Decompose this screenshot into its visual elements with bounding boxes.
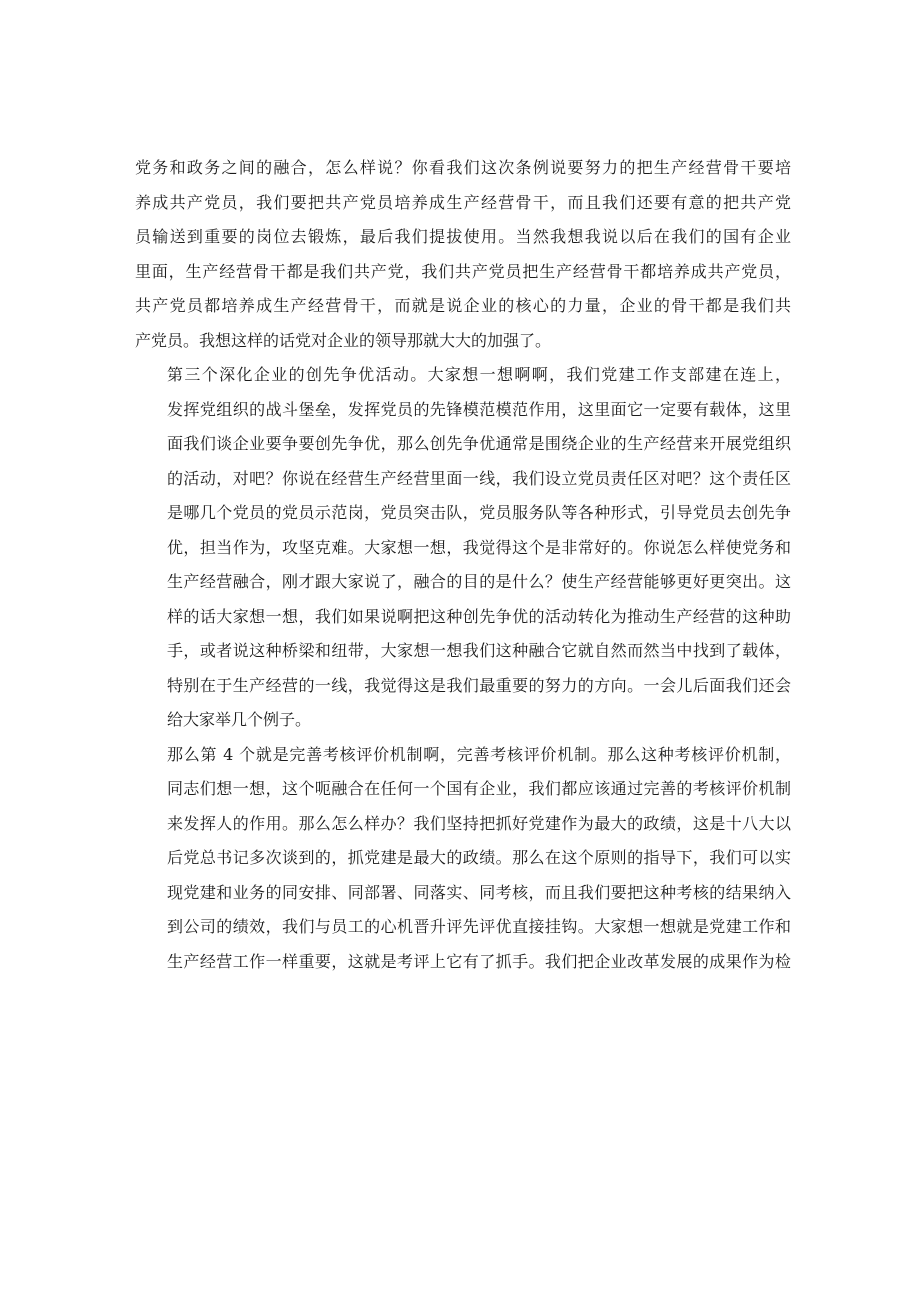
text-line: 到公司的绩效，我们与员工的心机晋升评先评优直接挂钩。大家想一想就是党建工作和	[167, 917, 791, 936]
text-line: 员输送到重要的岗位去锻炼，最后我们提拔使用。当然我想我说以后在我们的国有企业	[135, 227, 791, 246]
text-line: 生产经营工作一样重要，这就是考评上它有了抓手。我们把企业改革发展的成果作为检	[167, 951, 791, 971]
text-line: 来发挥人的作用。那么怎么样办？我们坚持把抓好党建作为最大的政绩，这是十八大以	[167, 813, 791, 833]
text-line: 里面，生产经营骨干都是我们共产党，我们共产党员把生产经营骨干都培养成共产党员，	[135, 261, 791, 281]
text-line: 养成共产党员，我们要把共产党员培养成生产经营骨干，而且我们还要有意的把共产党	[135, 192, 791, 212]
text-line: 给大家举几个例子。	[167, 710, 312, 729]
text-line: 样的话大家想一想，我们如果说啊把这种创先争优的活动转化为推动生产经营的这种助	[167, 606, 791, 626]
paragraph-3	[135, 738, 791, 980]
text-line: 那么第 4 个就是完善考核评价机制啊，完善考核评价机制。那么这种考核评价机制，	[167, 744, 791, 764]
text-line: 的活动，对吧？你说在经营生产经营里面一线，我们设立党员责任区对吧？这个责任区	[167, 468, 791, 488]
text-line: 党务和政务之间的融合，怎么样说？你看我们这次条例说要努力的把生产经营骨干要培	[135, 158, 791, 177]
text-line: 现党建和业务的同安排、同部署、同落实、同考核，而且我们要把这种考核的结果纳入	[167, 882, 791, 902]
paragraph-2	[135, 358, 791, 738]
text-line: 是哪几个党员的党员示范岗，党员突击队，党员服务队等各种形式，引导党员去创先争	[167, 503, 791, 522]
document-body	[135, 151, 791, 979]
text-line: 生产经营融合，刚才跟大家说了，融合的目的是什么？使生产经营能够更好更突出。这	[167, 572, 791, 591]
text-line: 发挥党组织的战斗堡垒，发挥党员的先锋模范模范作用，这里面它一定要有载体，这里	[167, 399, 791, 419]
text-line: 优，担当作为，攻坚克难。大家想一想，我觉得这个是非常好的。你说怎么样使党务和	[167, 537, 791, 557]
text-line: 手，或者说这种桥梁和纽带，大家想一想我们这种融合它就自然而然当中找到了载体，	[167, 641, 791, 660]
text-line: 后党总书记多次谈到的，抓党建是最大的政绩。那么在这个原则的指导下，我们可以实	[167, 848, 791, 867]
paragraph-1	[135, 151, 791, 358]
text-line: 同志们想一想，这个呃融合在任何一个国有企业，我们都应该通过完善的考核评价机制	[167, 779, 791, 798]
text-line: 特别在于生产经营的一线，我觉得这是我们最重要的努力的方向。一会儿后面我们还会	[167, 675, 791, 695]
text-line: 产党员。我想这样的话党对企业的领导那就大大的加强了。	[135, 330, 552, 350]
text-line: 第三个深化企业的创先争优活动。大家想一想啊啊，我们党建工作支部建在连上，	[167, 365, 791, 384]
text-line: 面我们谈企业要争要创先争优，那么创先争优通常是围绕企业的生产经营来开展党组织	[167, 434, 791, 453]
text-line: 共产党员都培养成生产经营骨干，而就是说企业的核心的力量，企业的骨干都是我们共	[135, 296, 791, 315]
